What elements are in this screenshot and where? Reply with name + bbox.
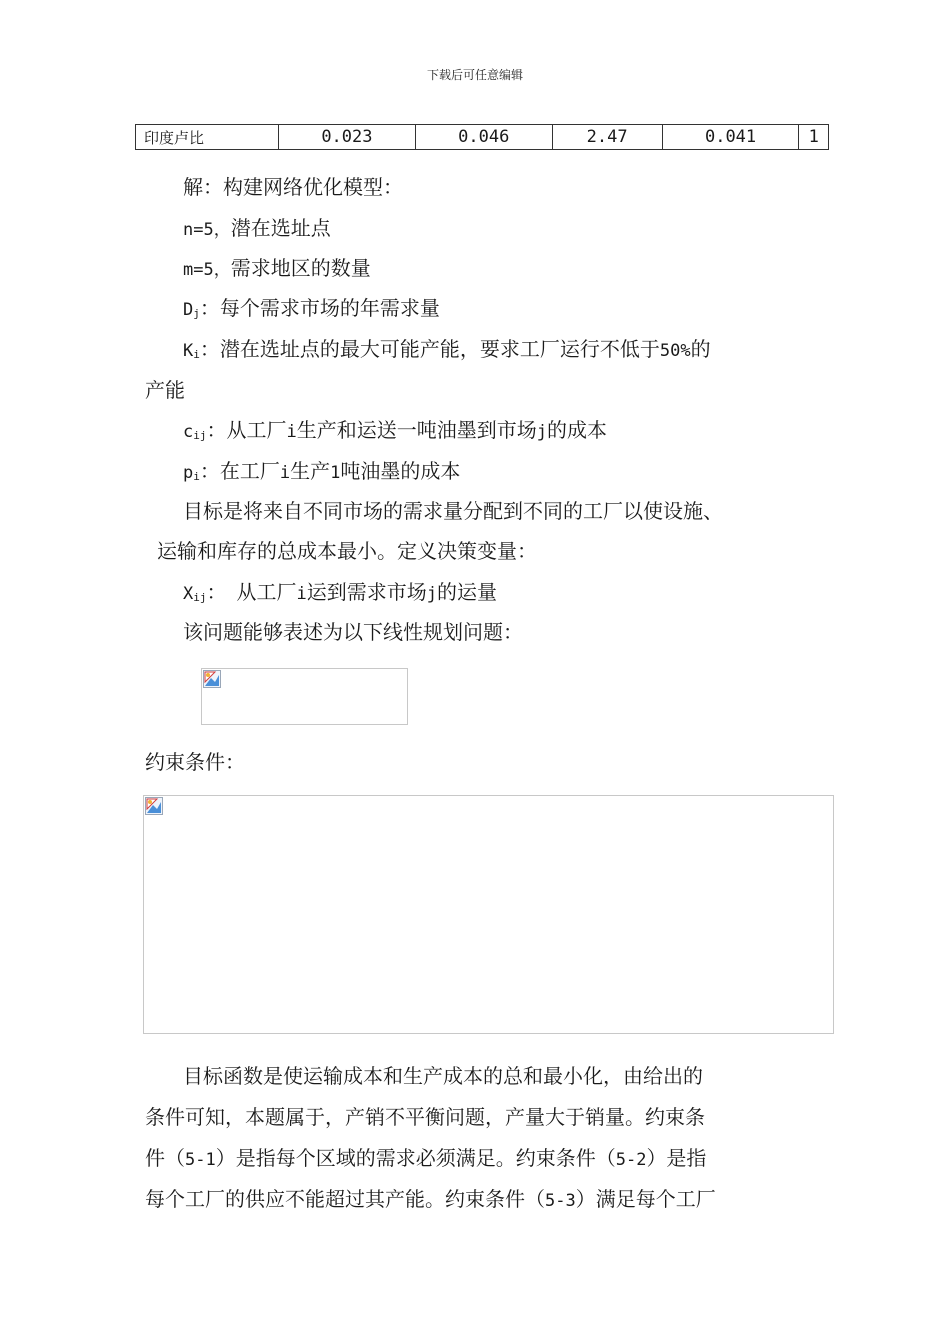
objective-formula-image: [201, 668, 408, 725]
definition-text: ： 从工厂: [206, 580, 297, 604]
symbol-text: p: [183, 463, 194, 483]
table-cell: 0.041: [662, 125, 799, 150]
equation-ref: 5-2: [615, 1150, 647, 1170]
constraints-formula-image: [143, 795, 834, 1034]
table-cell: 0.046: [415, 125, 552, 150]
table-cell: 2.47: [552, 125, 662, 150]
explanation-line-1: 目标函数是使运输成本和生产成本的总和最小化，由给出的: [183, 1064, 703, 1088]
definition-dj: [183, 294, 440, 328]
percent-text: 50%: [659, 341, 691, 361]
text-run: ）是指: [646, 1146, 707, 1170]
table-cell-currency: 印度卢比: [136, 125, 279, 150]
symbol-text: n=5，: [183, 220, 231, 240]
index-text: i: [279, 463, 291, 483]
definition-text: ：在工厂: [199, 459, 280, 483]
explanation-line-2: 条件可知，本题属于，产销不平衡问题，产量大于销量。约束条: [145, 1105, 705, 1129]
index-text: j: [426, 584, 437, 604]
symbol-subscript: j: [193, 307, 200, 320]
symbol-text: m=5，: [183, 260, 231, 280]
symbol-text: K: [183, 341, 194, 361]
lp-intro: 该问题能够表述为以下线性规划问题：: [183, 620, 523, 644]
table-row: [136, 125, 829, 150]
table-cell: 1: [799, 125, 829, 150]
solution-heading: 解：构建网络优化模型：: [183, 175, 403, 199]
objective-paragraph-line-1: 目标是将来自不同市场的需求量分配到不同的工厂以使设施、: [183, 499, 723, 523]
definition-ki-continued: 产能: [145, 378, 185, 402]
index-text: j: [536, 422, 547, 442]
symbol-subscript: ij: [193, 429, 207, 442]
symbol-text: c: [183, 422, 194, 442]
definition-text: 需求地区的数量: [230, 256, 371, 280]
definition-cij: [183, 416, 607, 450]
objective-paragraph-line-2: 运输和库存的总成本最小。定义决策变量：: [157, 539, 537, 563]
definition-text: 生产和运送一吨油墨到市场: [296, 418, 537, 442]
broken-image-icon: [145, 797, 163, 815]
text-run: 件（: [145, 1146, 185, 1170]
constraints-heading: 约束条件：: [145, 750, 245, 774]
definition-text: ：潜在选址点的最大可能产能，要求工厂运行不低于: [199, 337, 660, 361]
index-text: i: [296, 584, 307, 604]
definition-pi: [183, 457, 460, 491]
definition-text: 的: [690, 337, 711, 361]
equation-ref: 5-3: [545, 1191, 576, 1211]
definition-text: ：每个需求市场的年需求量: [199, 296, 440, 320]
symbol-subscript: ij: [193, 591, 207, 604]
text-run: ）满足每个工厂: [575, 1187, 716, 1211]
exchange-rate-table: [135, 124, 829, 150]
symbol-subscript: i: [193, 470, 200, 483]
definition-m: [183, 254, 371, 284]
text-run: ）是指每个区域的需求必须满足。约束条件（: [215, 1146, 616, 1170]
text-run: 每个工厂的供应不能超过其产能。约束条件（: [145, 1187, 545, 1211]
index-text: 1: [330, 463, 341, 483]
definition-text: 的成本: [547, 418, 607, 442]
page-header: 下载后可任意编辑: [426, 68, 523, 82]
explanation-line-4: [145, 1185, 716, 1215]
index-text: i: [286, 422, 297, 442]
definition-n: [183, 214, 331, 244]
definition-text: 潜在选址点: [230, 216, 331, 240]
symbol-text: D: [183, 300, 194, 320]
definition-text: 生产: [290, 459, 331, 483]
symbol-subscript: i: [193, 348, 200, 361]
table-cell: 0.023: [279, 125, 416, 150]
symbol-text: X: [183, 584, 194, 604]
definition-ki: [183, 335, 711, 369]
definition-text: 的运量: [437, 580, 497, 604]
equation-ref: 5-1: [185, 1150, 216, 1170]
definition-text: ：从工厂: [206, 418, 287, 442]
definition-xij: [183, 578, 497, 612]
definition-text: 运到需求市场: [306, 580, 427, 604]
broken-image-icon: [203, 670, 221, 688]
explanation-line-3: [145, 1144, 706, 1174]
definition-text: 吨油墨的成本: [340, 459, 461, 483]
